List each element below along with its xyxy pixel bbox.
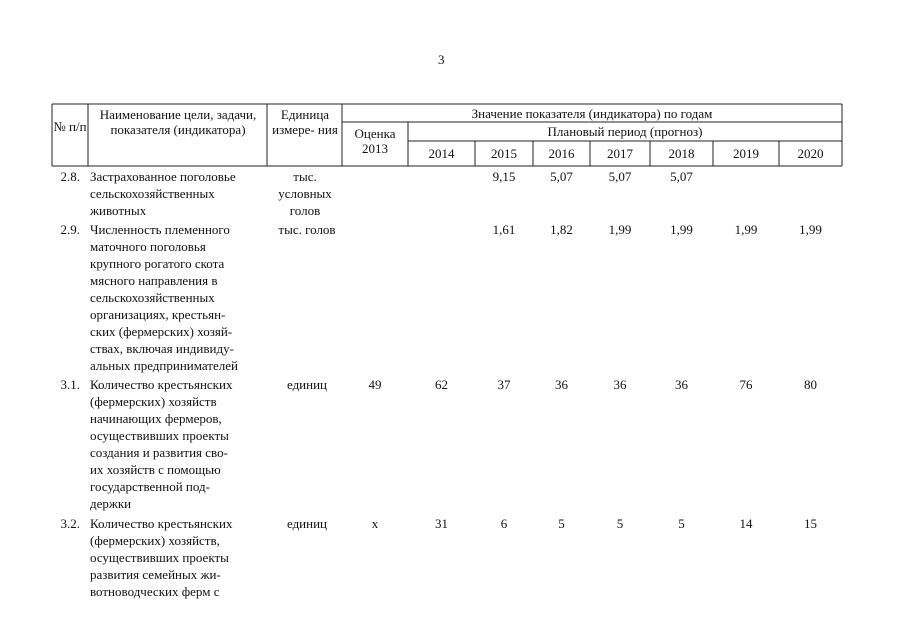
header-year: 2018 — [668, 146, 695, 161]
header-year: 2014 — [428, 146, 455, 161]
row-value: 5,07 — [550, 169, 573, 184]
row-number: 2.9. — [60, 222, 80, 237]
header-year: 2017 — [607, 146, 633, 161]
row-value: 36 — [613, 377, 627, 392]
row-name-line: вотноводческих ферм с — [90, 584, 220, 599]
header-year: 2016 — [548, 146, 575, 161]
header-plan-group: Плановый период (прогноз) — [547, 124, 703, 139]
row-value: 15 — [804, 516, 817, 531]
row-name-line: организациях, крестьян- — [90, 307, 226, 322]
row-unit-line: единиц — [286, 377, 328, 392]
row-number: 3.1. — [60, 377, 80, 392]
header-col-name: Наименование цели, задачи, показателя (индикатора) — [99, 107, 257, 137]
row-unit-line: голов — [289, 203, 321, 218]
row-value: 5,07 — [608, 169, 632, 184]
header-year: 2019 — [733, 146, 759, 161]
row-name-line: Застрахованное поголовье — [90, 169, 236, 184]
row-value: 9,15 — [492, 169, 516, 184]
row-value: 1,61 — [492, 222, 516, 237]
row-name-line: мясного направления в — [90, 273, 218, 288]
row-value: 1,82 — [550, 222, 573, 237]
header-year: 2015 — [491, 146, 517, 161]
row-name-line: развития семейных жи- — [90, 567, 221, 582]
row-value: 6 — [500, 516, 508, 531]
row-name-line: их хозяйств с помощью — [90, 462, 221, 477]
row-unit-line: условных — [278, 186, 332, 201]
row-name-line: Количество крестьянских — [90, 377, 233, 392]
row-value: 36 — [675, 377, 688, 392]
row-name-line: Численность племенного — [90, 222, 230, 237]
row-name-line: Количество крестьянских — [90, 516, 233, 531]
row-name-line: альных предпринимателей — [90, 358, 238, 373]
row-name-line: государственной под- — [90, 479, 210, 494]
row-name-line: осуществивших проекты — [90, 428, 229, 443]
header-estimate: Оценка 2013 — [354, 126, 396, 156]
row-value: 37 — [497, 377, 511, 392]
row-name-line: маточного поголовья — [90, 239, 206, 254]
row-value: 5 — [558, 516, 565, 531]
page-number: 3 — [438, 52, 445, 67]
row-value: 31 — [435, 516, 448, 531]
header-col-no: № п/п — [53, 119, 87, 134]
row-unit-line: единиц — [286, 516, 328, 531]
row-name-line: держки — [90, 496, 132, 511]
header-year: 2020 — [797, 146, 824, 161]
row-name-line: начинающих фермеров, — [90, 411, 222, 426]
row-name-line: сельскохозяйственных — [90, 186, 215, 201]
row-name-line: осуществивших проекты — [90, 550, 229, 565]
row-name-line: животных — [90, 203, 147, 218]
row-name-line: сельскохозяйственных — [90, 290, 215, 305]
row-value: 14 — [739, 516, 753, 531]
row-value: 5 — [616, 516, 624, 531]
row-value: 1,99 — [734, 222, 758, 237]
row-value: 76 — [739, 377, 753, 392]
row-name-line: ствах, включая индивиду- — [90, 341, 234, 356]
row-unit-line: тыс. голов — [278, 222, 336, 237]
row-value: 36 — [555, 377, 568, 392]
row-unit-line: тыс. — [293, 169, 317, 184]
row-estimate: х — [371, 516, 379, 531]
row-value: 1,99 — [608, 222, 632, 237]
row-name-line: ских (фермерских) хозяй- — [90, 324, 233, 339]
row-value: 80 — [804, 377, 817, 392]
row-value: 5 — [678, 516, 685, 531]
row-estimate: 49 — [368, 377, 382, 392]
row-name-line: крупного рогатого скота — [90, 256, 225, 271]
row-name-line: создания и развития сво- — [90, 445, 228, 460]
row-number: 2.8. — [60, 169, 80, 184]
header-values-group: Значение показателя (индикатора) по годам — [471, 106, 713, 121]
row-value: 1,99 — [670, 222, 693, 237]
row-value: 5,07 — [670, 169, 693, 184]
row-name-line: (фермерских) хозяйств — [90, 394, 217, 409]
row-name-line: (фермерских) хозяйств, — [90, 533, 220, 548]
header-col-unit: Единица измере- ния — [272, 107, 338, 137]
row-value: 62 — [435, 377, 448, 392]
row-number: 3.2. — [60, 516, 80, 531]
row-value: 1,99 — [799, 222, 822, 237]
